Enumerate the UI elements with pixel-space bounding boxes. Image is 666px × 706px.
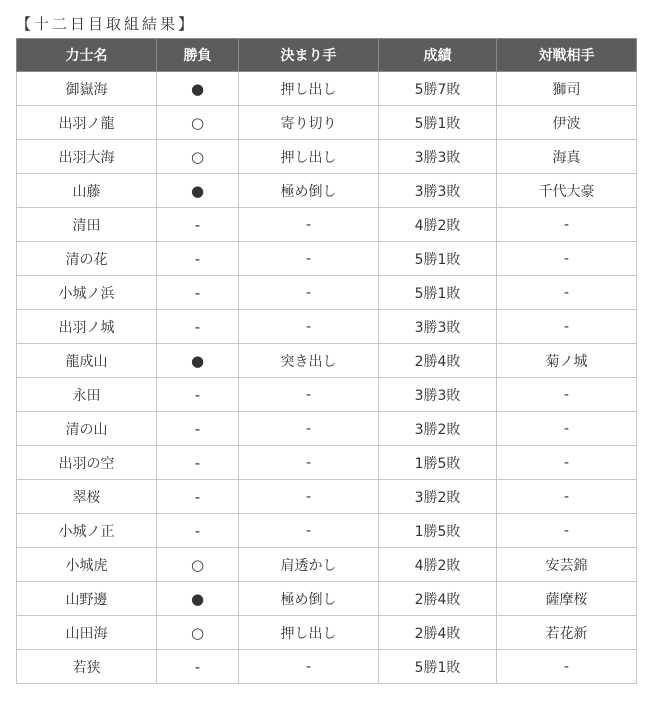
cell-record: 5勝1敗 — [379, 276, 497, 310]
cell-kimarite: 極め倒し — [239, 582, 379, 616]
cell-kimarite: 押し出し — [239, 72, 379, 106]
table-row — [17, 276, 637, 310]
cell-wrestler-name: 山野邊 — [17, 582, 157, 616]
cell-kimarite: 押し出し — [239, 616, 379, 650]
table-row — [17, 208, 637, 242]
cell-record: 1勝5敗 — [379, 514, 497, 548]
cell-kimarite: - — [239, 514, 379, 548]
cell-opponent: - — [497, 412, 637, 446]
cell-record: 3勝3敗 — [379, 140, 497, 174]
cell-result: - — [157, 310, 239, 344]
table-row — [17, 72, 637, 106]
cell-record: 3勝2敗 — [379, 480, 497, 514]
cell-wrestler-name: 清田 — [17, 208, 157, 242]
cell-opponent: 千代大豪 — [497, 174, 637, 208]
cell-wrestler-name: 小城ノ正 — [17, 514, 157, 548]
cell-opponent: 伊波 — [497, 106, 637, 140]
cell-result: - — [157, 412, 239, 446]
table-row — [17, 310, 637, 344]
table-row — [17, 344, 637, 378]
table-row — [17, 548, 637, 582]
table-row — [17, 582, 637, 616]
cell-kimarite: 極め倒し — [239, 174, 379, 208]
cell-result: ● — [157, 72, 239, 106]
cell-wrestler-name: 翠桜 — [17, 480, 157, 514]
cell-result: ● — [157, 582, 239, 616]
cell-kimarite: 押し出し — [239, 140, 379, 174]
cell-wrestler-name: 御嶽海 — [17, 72, 157, 106]
cell-opponent: - — [497, 514, 637, 548]
cell-opponent: - — [497, 650, 637, 684]
cell-opponent: 海真 — [497, 140, 637, 174]
cell-wrestler-name: 清の花 — [17, 242, 157, 276]
cell-kimarite: - — [239, 208, 379, 242]
cell-record: 4勝2敗 — [379, 548, 497, 582]
cell-wrestler-name: 永田 — [17, 378, 157, 412]
header-wrestler-name: 力士名 — [17, 39, 157, 72]
header-record: 成績 — [379, 39, 497, 72]
cell-record: 5勝1敗 — [379, 242, 497, 276]
table-row — [17, 412, 637, 446]
cell-kimarite: 突き出し — [239, 344, 379, 378]
cell-wrestler-name: 出羽の空 — [17, 446, 157, 480]
cell-wrestler-name: 出羽大海 — [17, 140, 157, 174]
cell-opponent: - — [497, 242, 637, 276]
cell-record: 3勝3敗 — [379, 378, 497, 412]
table-row — [17, 140, 637, 174]
cell-record: 3勝3敗 — [379, 310, 497, 344]
cell-result: - — [157, 514, 239, 548]
cell-record: 3勝3敗 — [379, 174, 497, 208]
cell-kimarite: - — [239, 378, 379, 412]
cell-kimarite: - — [239, 276, 379, 310]
cell-opponent: 獅司 — [497, 72, 637, 106]
cell-wrestler-name: 山田海 — [17, 616, 157, 650]
cell-result: - — [157, 208, 239, 242]
cell-opponent: 安芸錦 — [497, 548, 637, 582]
cell-result: - — [157, 480, 239, 514]
cell-opponent: 若花新 — [497, 616, 637, 650]
header-opponent: 対戦相手 — [497, 39, 637, 72]
cell-result: - — [157, 378, 239, 412]
cell-wrestler-name: 出羽ノ城 — [17, 310, 157, 344]
cell-result: - — [157, 650, 239, 684]
table-row — [17, 242, 637, 276]
cell-record: 2勝4敗 — [379, 616, 497, 650]
cell-result: - — [157, 446, 239, 480]
table-row — [17, 480, 637, 514]
cell-record: 5勝7敗 — [379, 72, 497, 106]
cell-wrestler-name: 清の山 — [17, 412, 157, 446]
cell-result: ○ — [157, 548, 239, 582]
cell-result: ○ — [157, 616, 239, 650]
cell-record: 2勝4敗 — [379, 582, 497, 616]
table-row — [17, 378, 637, 412]
table-row — [17, 616, 637, 650]
cell-opponent: 薩摩桜 — [497, 582, 637, 616]
table-row — [17, 446, 637, 480]
table-row — [17, 106, 637, 140]
cell-wrestler-name: 若狭 — [17, 650, 157, 684]
cell-record: 2勝4敗 — [379, 344, 497, 378]
cell-kimarite: - — [239, 446, 379, 480]
cell-wrestler-name: 小城ノ浜 — [17, 276, 157, 310]
cell-wrestler-name: 山藤 — [17, 174, 157, 208]
table-caption: 【十二日目取組結果】 — [16, 15, 197, 33]
cell-kimarite: - — [239, 480, 379, 514]
cell-wrestler-name: 出羽ノ龍 — [17, 106, 157, 140]
cell-opponent: 菊ノ城 — [497, 344, 637, 378]
table-row — [17, 174, 637, 208]
table-row — [17, 650, 637, 684]
cell-opponent: - — [497, 480, 637, 514]
cell-kimarite: 肩透かし — [239, 548, 379, 582]
cell-result: ○ — [157, 106, 239, 140]
cell-kimarite: - — [239, 412, 379, 446]
cell-opponent: - — [497, 310, 637, 344]
cell-wrestler-name: 龍成山 — [17, 344, 157, 378]
header-kimarite: 決まり手 — [239, 39, 379, 72]
cell-opponent: - — [497, 378, 637, 412]
cell-kimarite: - — [239, 650, 379, 684]
cell-kimarite: - — [239, 310, 379, 344]
cell-result: ● — [157, 344, 239, 378]
cell-result: - — [157, 242, 239, 276]
cell-wrestler-name: 小城虎 — [17, 548, 157, 582]
cell-result: ○ — [157, 140, 239, 174]
cell-record: 1勝5敗 — [379, 446, 497, 480]
cell-record: 3勝2敗 — [379, 412, 497, 446]
cell-record: 4勝2敗 — [379, 208, 497, 242]
cell-record: 5勝1敗 — [379, 106, 497, 140]
cell-opponent: - — [497, 208, 637, 242]
table-row — [17, 514, 637, 548]
cell-kimarite: - — [239, 242, 379, 276]
cell-result: - — [157, 276, 239, 310]
cell-opponent: - — [497, 446, 637, 480]
results-table — [16, 38, 637, 684]
cell-kimarite: 寄り切り — [239, 106, 379, 140]
cell-result: ● — [157, 174, 239, 208]
header-row — [17, 39, 637, 72]
cell-opponent: - — [497, 276, 637, 310]
header-result: 勝負 — [157, 39, 239, 72]
cell-record: 5勝1敗 — [379, 650, 497, 684]
table-body — [17, 72, 637, 684]
